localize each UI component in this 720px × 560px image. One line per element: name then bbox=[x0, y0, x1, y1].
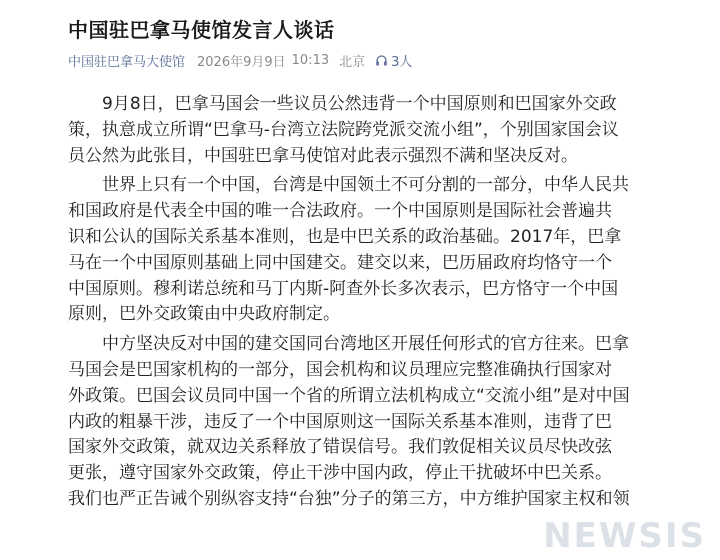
article-title: 中国驻巴拿马使馆发言人谈话 bbox=[68, 18, 335, 42]
listener-count: 3人 bbox=[391, 55, 413, 70]
paragraph-line: 中国原则。穆利诺总统和马丁内斯-阿查外长多次表示，巴方恪守一个中国 bbox=[68, 278, 619, 299]
publish-time: 10:13 bbox=[291, 53, 330, 68]
paragraph-2 bbox=[68, 173, 668, 328]
paragraph-line: 马国会是巴国家机构的一部分，国会机构和议员理应完整准确执行国家对 bbox=[68, 359, 612, 380]
article-meta bbox=[68, 51, 412, 70]
paragraph-line: 更张，遵守国家外交政策，停止干涉中国内政，停止干扰破坏中巴关系。 bbox=[68, 463, 612, 484]
headphone-icon bbox=[375, 54, 388, 67]
paragraph-line: 和国政府是代表全中国的唯一合法政府。一个中国原则是国际社会普遍共 bbox=[68, 201, 612, 222]
paragraph-line: 外政策。巴国会议员同中国一个省的所谓立法机构成立“交流小组”是对中国 bbox=[68, 385, 630, 406]
publish-location: 北京 bbox=[339, 55, 366, 70]
paragraph-line: 世界上只有一个中国，台湾是中国领土不可分割的一部分，中华人民共 bbox=[102, 175, 629, 196]
listen-button[interactable] bbox=[375, 51, 412, 70]
watermark-logo: NEWSIS bbox=[543, 516, 706, 556]
paragraph-line: 识和公认的国际关系基本准则，也是中巴关系的政治基础。2017年，巴拿 bbox=[68, 226, 622, 247]
paragraph-line: 原则，巴外交政策由中央政府制定。 bbox=[68, 304, 340, 325]
publish-date: 2026年9月9日 bbox=[197, 55, 286, 70]
paragraph-line: 中方坚决反对中国的建交国同台湾地区开展任何形式的官方往来。巴拿 bbox=[102, 334, 629, 355]
paragraph-line: 策，执意成立所谓“巴拿马-台湾立法院跨党派交流小组”，个别国家国会议 bbox=[68, 119, 619, 140]
paragraph-1 bbox=[68, 92, 668, 169]
paragraph-line: 马在一个中国原则基础上同中国建交。建交以来，巴历届政府均恪守一个 bbox=[68, 252, 612, 273]
account-name-link[interactable]: 中国驻巴拿马大使馆 bbox=[68, 55, 186, 70]
paragraph-3 bbox=[68, 332, 668, 513]
paragraph-line: 国家外交政策，就双边关系释放了错误信号。我们敦促相关议员尽快改弦 bbox=[68, 437, 612, 458]
paragraph-line: 9月8日，巴拿马国会一些议员公然违背一个中国原则和巴国家外交政 bbox=[102, 94, 617, 114]
article-body bbox=[68, 92, 668, 513]
paragraph-line: 员公然为此张目，中国驻巴拿马使馆对此表示强烈不满和坚决反对。 bbox=[68, 145, 578, 166]
paragraph-line: 我们也严正告诫个别纵容支持“台独”分子的第三方，中方维护国家主权和领 bbox=[68, 488, 630, 509]
paragraph-line: 内政的粗暴干涉，违反了一个中国原则这一国际关系基本准则，违背了巴 bbox=[68, 411, 612, 432]
